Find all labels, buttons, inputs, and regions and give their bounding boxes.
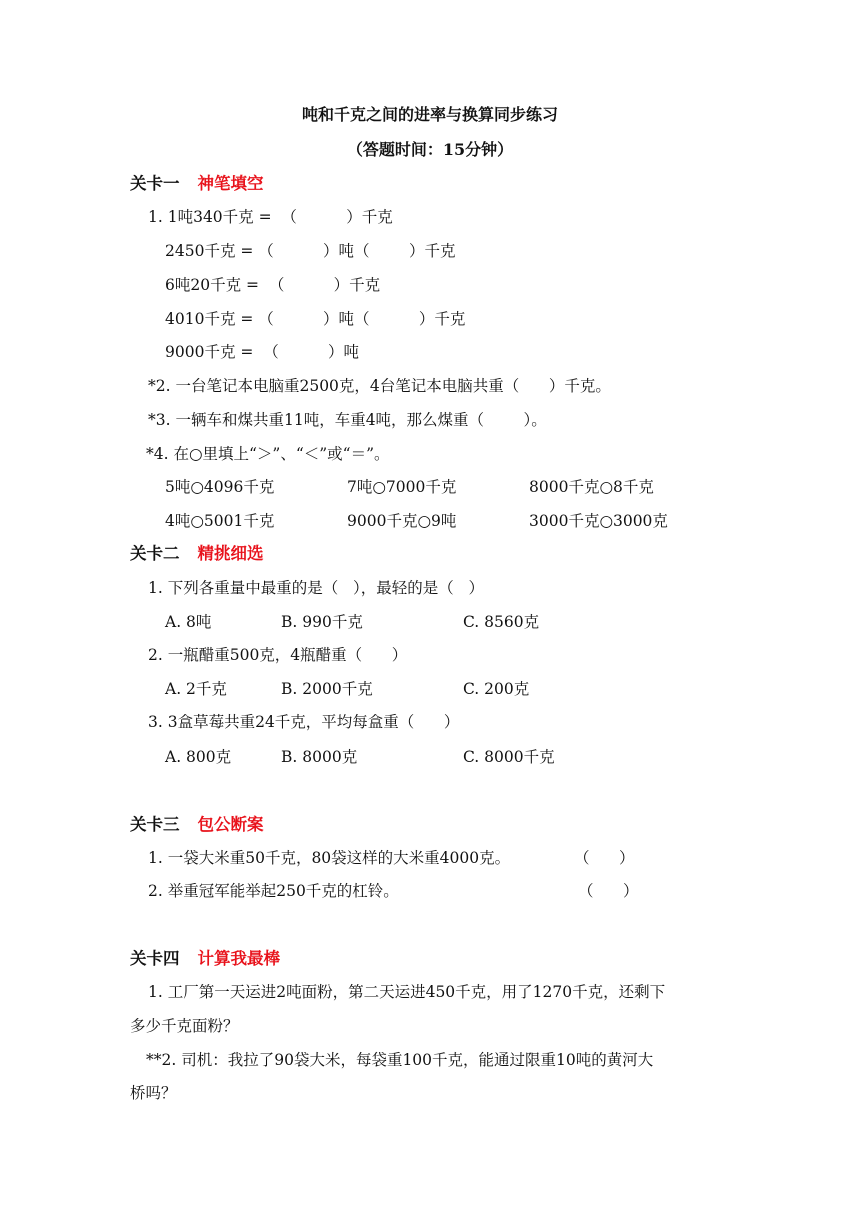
compare-item: 7吨○7000千克: [347, 478, 457, 496]
doc-title: 吨和千克之间的进率与换算同步练习: [301, 105, 558, 124]
s1-q1-line4: 4010千克 = （ ）吨（ ）千克: [165, 310, 466, 328]
s1-q1-line3: 6吨20千克 = （ ）千克: [165, 276, 381, 294]
compare-item: 9000千克○9吨: [347, 512, 457, 530]
s4-q1-line1: 1. 工厂第一天运进2吨面粉，第二天运进450千克，用了1270千克，还剩下: [148, 983, 666, 1001]
section-3-heading: [130, 815, 264, 835]
section-name: 精挑细选: [197, 544, 264, 563]
section-label: 关卡二: [130, 544, 180, 563]
option: B. 2000千克: [281, 680, 373, 698]
s4-q1-line2: 多少千克面粉？: [130, 1017, 239, 1035]
compare-item: 3000千克○3000克: [529, 512, 668, 530]
section-4-heading: [130, 949, 280, 969]
s2-q3: 3. 3盒草莓共重24千克，平均每盒重（ ）: [148, 713, 460, 731]
section-name: 计算我最棒: [197, 949, 280, 968]
section-label: 关卡四: [130, 949, 180, 968]
option: C. 8000千克: [463, 748, 555, 766]
section-1-heading: [130, 174, 264, 194]
compare-item: 4吨○5001千克: [165, 512, 275, 530]
s1-q1-line2: 2450千克 = （ ）吨（ ）千克: [165, 242, 456, 260]
option: C. 8560克: [463, 613, 540, 631]
option: A. 8吨: [165, 613, 212, 631]
s2-q1: 1. 下列各重量中最重的是（ ），最轻的是（ ）: [148, 579, 485, 597]
s4-q2-line2: 桥吗？: [130, 1084, 177, 1102]
s1-q1-line5: 9000千克 = （ ）吨: [165, 343, 359, 361]
compare-item: 5吨○4096千克: [165, 478, 275, 496]
section-label: 关卡三: [130, 815, 180, 834]
s2-q2: 2. 一瓶醋重500克，4瓶醋重（ ）: [148, 646, 408, 664]
section-name: 神笔填空: [197, 174, 264, 193]
s1-q4: *4. 在○里填上“＞”、“＜”或“＝”。: [146, 445, 390, 463]
s3-q1: 1. 一袋大米重50千克，80袋这样的大米重4000克。: [148, 849, 511, 867]
section-label: 关卡一: [130, 174, 180, 193]
s3-q2: 2. 举重冠军能举起250千克的杠铃。: [148, 882, 399, 900]
doc-subtitle: （答题时间：15分钟）: [346, 140, 514, 159]
option: A. 800克: [165, 748, 232, 766]
option: B. 8000克: [281, 748, 358, 766]
section-2-heading: [130, 544, 264, 564]
s1-q2: *2. 一台笔记本电脑重2500克，4台笔记本电脑共重（ ）千克。: [148, 377, 611, 395]
s1-q1-line1: 1. 1吨340千克 = （ ）千克: [148, 208, 393, 226]
option: B. 990千克: [281, 613, 363, 631]
s3-q2-answer: （ ）: [578, 882, 639, 900]
s1-q3: *3. 一辆车和煤共重11吨，车重4吨，那么煤重（ ）。: [148, 411, 547, 429]
section-name: 包公断案: [197, 815, 264, 834]
s3-q1-answer: （ ）: [574, 849, 635, 867]
option: A. 2千克: [165, 680, 227, 698]
option: C. 200克: [463, 680, 530, 698]
s4-q2-line1: **2. 司机：我拉了90袋大米，每袋重100千克，能通过限重10吨的黄河大: [146, 1051, 654, 1069]
compare-item: 8000千克○8千克: [529, 478, 654, 496]
